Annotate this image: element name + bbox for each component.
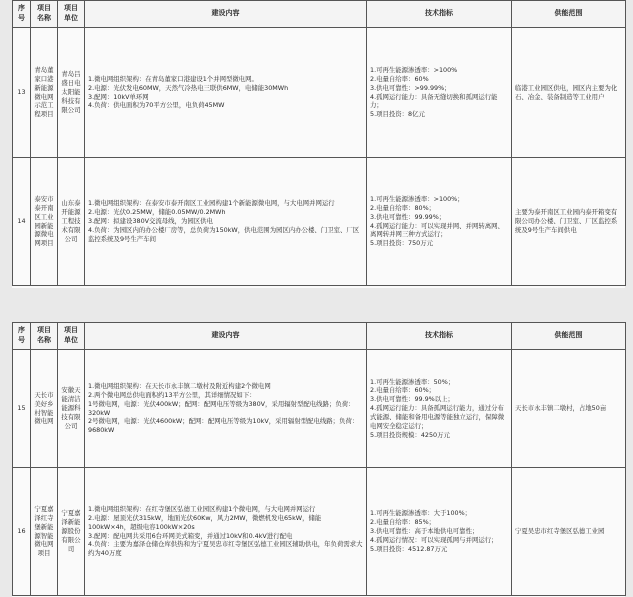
- tech-line: 3.供电可靠性：99.99%；: [370, 212, 446, 221]
- content-line: 4.负荷：主要为嘉泽仓储仓库供热和为宁夏吴忠市红寺堡区弘德工业园区辅助供电，年负荷需求大约为40万度: [88, 540, 363, 558]
- tech-line: 2.电量自给率：60%: [370, 74, 429, 83]
- construction-content: [85, 28, 367, 158]
- project-unit: 宁夏嘉泽新能源股份有限公司: [58, 468, 85, 596]
- supply-scope: 宁夏吴忠市红寺堡区弘德工业园: [512, 468, 626, 596]
- table-page-2: [12, 322, 625, 597]
- project-table-1: [12, 0, 626, 286]
- content-line: 2号微电网，电源：光伏4600kW；配网：配网电压等级为10kV，采用辐射型配电线路；负荷：9680kW: [88, 417, 359, 435]
- table-row: [13, 350, 626, 468]
- table-page-1: [12, 0, 625, 288]
- header-supply: 供能范围: [512, 323, 626, 350]
- construction-content: [85, 350, 367, 468]
- header-no: 序号: [13, 323, 31, 350]
- row-no: 13: [13, 28, 31, 158]
- content-line: 1.微电网组织架构：在泰安市泰开南区工业园构建1个新能源微电网，与大电网并网运行: [88, 199, 335, 208]
- header-name: 项目名称: [31, 1, 58, 28]
- table-row: [13, 158, 626, 286]
- project-unit: 山东泰开能源工程技术有限公司: [58, 158, 85, 286]
- project-unit: 安徽天能清洁能源科技有限公司: [58, 350, 85, 468]
- content-line: 3.配网：配电网共采用6台环网美式箱变，并通过10kV和0.4kV进行配电: [88, 531, 293, 540]
- content-line: 1.微电网组织架构：在天长市永丰镇二墩村及附近构建2个微电网: [88, 382, 271, 391]
- tech-line: 2.电量自给率：80%；: [370, 203, 436, 212]
- tech-indicators: [367, 468, 512, 596]
- content-line: 1号微电网，电源：光伏400kW；配网：配网电压等级为380V，采用辐射型配电线路；负荷：320kW: [88, 399, 355, 417]
- header-row: [13, 1, 626, 28]
- content-line: 1.微电网组织架构：在红寺堡区弘德工业园区构建1个微电网，与大电网并网运行: [88, 505, 316, 514]
- header-unit: 项目单位: [58, 1, 85, 28]
- project-name: 宁夏嘉泽红寺堡新能源智能微电网项目: [31, 468, 58, 596]
- row-no: 14: [13, 158, 31, 286]
- project-unit: 青岛吕盛日电太阳能科技有限公司: [58, 28, 85, 158]
- tech-line: 4.孤网运行能力：可以实现并网、并网转离网、离网转并网三种方式运行；: [370, 221, 504, 239]
- tech-line: 4.孤网运行情况：可以实现孤网与并网运行；: [370, 535, 498, 544]
- header-tech: 技术指标: [367, 323, 512, 350]
- tech-line: 5.项目投资规模：4250万元: [370, 430, 450, 439]
- header-content: 建设内容: [85, 323, 367, 350]
- tech-line: 4.孤网运行能力：具备孤网运行能力，通过分布式能源、储能和备用电源等能独立运行，保障微电网安全稳定运行；: [370, 404, 505, 430]
- tech-line: 3.供电可靠性：>99.99%；: [370, 83, 451, 92]
- content-line: 2.两个微电网总供电面积约13平方公里，其详细情况如下：: [88, 390, 256, 399]
- header-tech: 技术指标: [367, 1, 512, 28]
- tech-line: 5.项目投资：4512.87万元: [370, 544, 448, 553]
- project-name: 青岛董家口港新能源微电网示范工程项目: [31, 28, 58, 158]
- tech-line: 1.可再生能源渗透率：>100%: [370, 66, 458, 75]
- content-line: 4.负荷：供电面积为70平方公里，电负荷45MW: [88, 101, 225, 110]
- content-line: 3.配网：10kV单环网: [88, 92, 149, 101]
- tech-line: 5.项目投资：8亿元: [370, 110, 425, 119]
- content-line: 2.电源：光伏0.25MW，储能0.05MW/0.2MWh: [88, 208, 226, 217]
- supply-scope: 临港工业园区供电，园区内主要为化石、冶金、装备制造等工业用户: [512, 28, 626, 158]
- header-row: [13, 323, 626, 350]
- row-no: 15: [13, 350, 31, 468]
- tech-line: 5.项目投资：750万元: [370, 239, 434, 248]
- tech-line: 1.可再生能源渗透率：>100%；: [370, 195, 464, 204]
- tech-indicators: [367, 158, 512, 286]
- header-content: 建设内容: [85, 1, 367, 28]
- header-supply: 供能范围: [512, 1, 626, 28]
- content-line: 2.电源：光伏发电60MW，天然气冷热电三联供6MW，电储能30MWh: [88, 83, 289, 92]
- tech-line: 1.可再生能源渗透率：50%；: [370, 377, 455, 386]
- tech-line: 4.孤网运行能力：具备无缝切换和孤网运行能力；: [370, 92, 498, 110]
- content-line: 3.配网：拟建设380V交流母线，为园区供电: [88, 217, 213, 226]
- header-name: 项目名称: [31, 323, 58, 350]
- tech-line: 2.电量自给率：60%；: [370, 386, 436, 395]
- tech-line: 3.供电可靠性：99.9%以上；: [370, 395, 454, 404]
- project-table-2: [12, 322, 626, 596]
- tech-indicators: [367, 350, 512, 468]
- supply-scope: 主要为泰开南区工业园内泰开箱变有限公司办公楼、门卫室、厂区监控系统及9号生产车间供电: [512, 158, 626, 286]
- content-line: 1.微电网组织架构：在青岛董家口港建设1个并网型微电网。: [88, 74, 258, 83]
- table-row: [13, 28, 626, 158]
- supply-scope: 天长市永丰镇二墩村，占地50亩: [512, 350, 626, 468]
- project-name: 泰安市泰开南区工业园新能源微电网项目: [31, 158, 58, 286]
- content-line: 4.负荷：为园区内的办公楼厂房等，总负荷为150kW，供电范围为园区内办公楼、门卫室、厂区监控系统及9号生产车间: [88, 225, 360, 243]
- construction-content: [85, 468, 367, 596]
- content-line: 2.电源：屋顶光伏315kW，地面光伏60Kw，风力2MW，微燃机发电65kW，储能100kW×4h，超级电容100kW×20s: [88, 513, 322, 531]
- tech-line: 3.供电可靠性：高于本地供电可靠性；: [370, 527, 479, 536]
- row-no: 16: [13, 468, 31, 596]
- tech-indicators: [367, 28, 512, 158]
- tech-line: 2.电量自给率：85%；: [370, 518, 436, 527]
- header-unit: 项目单位: [58, 323, 85, 350]
- tech-line: 1.可再生能源渗透率：大于100%；: [370, 509, 472, 518]
- table-row: [13, 468, 626, 596]
- construction-content: [85, 158, 367, 286]
- project-name: 天长市美好乡村智能微电网: [31, 350, 58, 468]
- header-no: 序号: [13, 1, 31, 28]
